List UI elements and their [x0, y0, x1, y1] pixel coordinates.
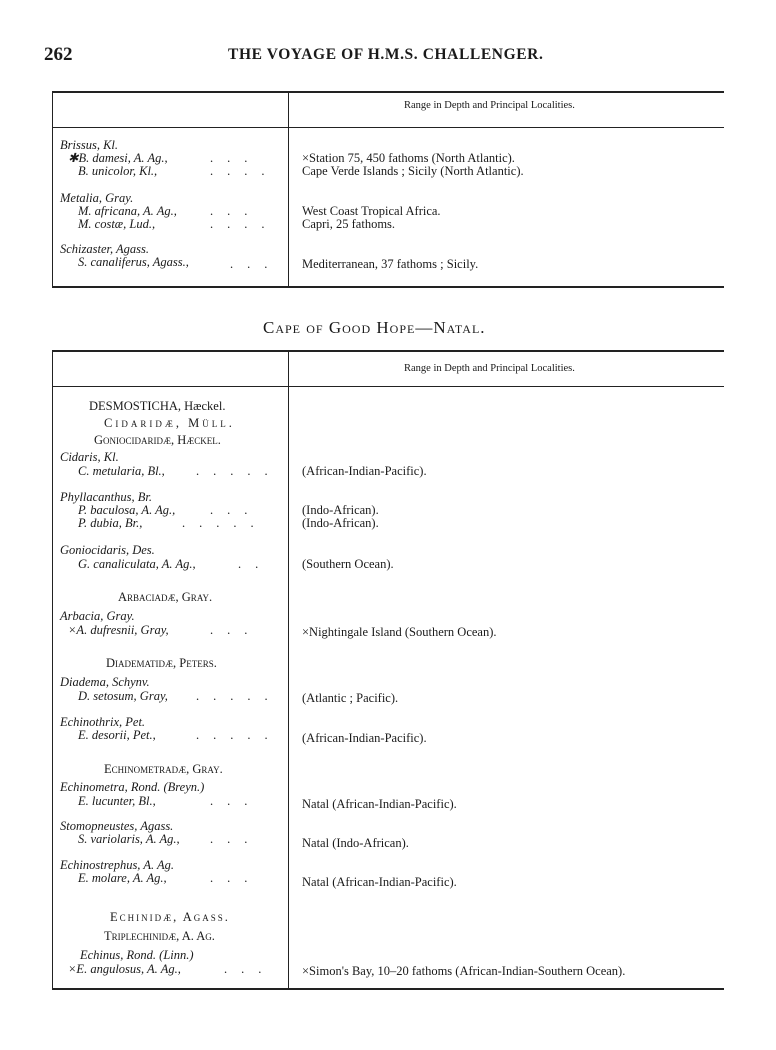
genus-echinostrephus: Echinostrephus, A. Ag.: [60, 858, 175, 872]
page-header: [0, 44, 776, 68]
species-p-baculosa: P. baculosa, A. Ag.,: [78, 503, 176, 517]
genus-metalia: Metalia, Gray.: [60, 191, 134, 205]
table-1-header-rule: [52, 127, 724, 128]
genus-phyllacanthus: Phyllacanthus, Br.: [60, 490, 153, 504]
species-e-lucunter: E. lucunter, Bl.,: [78, 794, 156, 808]
family-diadematidae: Diadematidæ, Peters.: [106, 656, 217, 670]
genus-echinometra: Echinometra, Rond. (Breyn.): [60, 780, 205, 794]
subfamily-triplechinidae: Triplechinidæ, A. Ag.: [104, 929, 215, 943]
locality-b-damesi: ×Station 75, 450 fathoms (North Atlantic).: [302, 151, 515, 165]
family-echinometradae: Echinometradæ, Gray.: [104, 762, 223, 776]
locality-e-lucunter: Natal (African-Indian-Pacific).: [302, 797, 457, 811]
locality-s-variolaris: Natal (Indo-African).: [302, 836, 409, 850]
locality-c-metularia: (African-Indian-Pacific).: [302, 464, 427, 478]
order-desmosticha: DESMOSTICHA, Hæckel.: [89, 399, 226, 413]
leader-dots: .....: [182, 516, 268, 530]
family-cidaridae: Cidaridæ, Müll.: [104, 416, 235, 430]
table-1-bottom-rule: [52, 286, 724, 288]
table-2-bottom-rule: [52, 988, 724, 990]
locality-e-angulosus: ×Simon's Bay, 10–20 fathoms (African-Indian-Southern Ocean).: [302, 964, 626, 978]
species-p-dubia: P. dubia, Br.,: [78, 516, 143, 530]
species-s-variolaris: S. variolaris, A. Ag.,: [78, 832, 180, 846]
locality-b-unicolor: Cape Verde Islands ; Sicily (North Atlantic).: [302, 164, 524, 178]
subfamily-goniocidaridae: Goniocidaridæ, Hæckel.: [94, 433, 221, 447]
genus-diadema: Diadema, Schynv.: [60, 675, 150, 689]
section-title: Cape of Good Hope—Natal.: [263, 318, 486, 337]
leader-dots: ...: [210, 204, 262, 218]
leader-dots: ....: [210, 217, 279, 231]
species-e-molare: E. molare, A. Ag.,: [78, 871, 167, 885]
genus-cidaris: Cidaris, Kl.: [60, 450, 119, 464]
table-1-column-divider: [288, 91, 289, 286]
leader-dots: ...: [210, 794, 262, 808]
leader-dots: ...: [224, 962, 276, 976]
leader-dots: ..: [238, 557, 273, 571]
genus-brissus: Brissus, Kl.: [60, 138, 119, 152]
family-echinidae: Echinidæ, Agass.: [110, 910, 230, 924]
page-number: 262: [44, 44, 73, 65]
table-2-left-border: [52, 350, 53, 988]
genus-arbacia: Arbacia, Gray.: [60, 609, 135, 623]
species-b-unicolor: B. unicolor, Kl.,: [78, 164, 158, 178]
family-arbaciadae: Arbaciadæ, Gray.: [118, 590, 213, 604]
locality-d-setosum: (Atlantic ; Pacific).: [302, 691, 399, 705]
species-e-angulosus: ×E. angulosus, A. Ag.,: [68, 962, 181, 976]
species-b-damesi: ✱B. damesi, A. Ag.,: [68, 151, 168, 165]
genus-echinothrix: Echinothrix, Pet.: [60, 715, 146, 729]
leader-dots: .....: [196, 728, 282, 742]
leader-dots: ...: [210, 832, 262, 846]
locality-p-dubia: (Indo-African).: [302, 516, 379, 530]
locality-a-dufresnii: ×Nightingale Island (Southern Ocean).: [302, 625, 497, 639]
running-title: THE VOYAGE OF H.M.S. CHALLENGER.: [228, 46, 544, 63]
species-g-canaliculata: G. canaliculata, A. Ag.,: [78, 557, 196, 571]
genus-stomopneustes: Stomopneustes, Agass.: [60, 819, 174, 833]
species-e-desorii: E. desorii, Pet.,: [78, 728, 156, 742]
species-d-setosum: D. setosum, Gray,: [78, 689, 168, 703]
leader-dots: ....: [210, 164, 279, 178]
table-1-left-border: [52, 91, 53, 286]
table-2-column-divider: [288, 350, 289, 988]
leader-dots: ...: [210, 623, 262, 637]
locality-m-africana: West Coast Tropical Africa.: [302, 204, 441, 218]
locality-p-baculosa: (Indo-African).: [302, 503, 379, 517]
species-c-metularia: C. metularia, Bl.,: [78, 464, 165, 478]
species-m-africana: M. africana, A. Ag.,: [78, 204, 177, 218]
genus-schizaster: Schizaster, Agass.: [60, 242, 150, 256]
species-s-canaliferus: S. canaliferus, Agass.,: [78, 255, 189, 269]
genus-goniocidaris: Goniocidaris, Des.: [60, 543, 155, 557]
species-m-costae: M. costæ, Lud.,: [78, 217, 156, 231]
table-1-column-header: Range in Depth and Principal Localities.: [404, 100, 575, 111]
locality-g-canaliculata: (Southern Ocean).: [302, 557, 394, 571]
leader-dots: ...: [230, 257, 282, 271]
leader-dots: .....: [196, 464, 282, 478]
locality-s-canaliferus: Mediterranean, 37 fathoms ; Sicily.: [302, 257, 479, 271]
locality-m-costae: Capri, 25 fathoms.: [302, 217, 396, 231]
leader-dots: ...: [210, 871, 262, 885]
species-a-dufresnii: ×A. dufresnii, Gray,: [68, 623, 169, 637]
table-2-header-rule: [52, 386, 724, 387]
leader-dots: ...: [210, 503, 262, 517]
leader-dots: .....: [196, 689, 282, 703]
table-1-top-rule: [52, 91, 724, 93]
leader-dots: ...: [210, 151, 262, 165]
genus-echinus: Echinus, Rond. (Linn.): [80, 948, 194, 962]
table-2-top-rule: [52, 350, 724, 352]
table-2-column-header: Range in Depth and Principal Localities.: [404, 363, 575, 374]
locality-e-molare: Natal (African-Indian-Pacific).: [302, 875, 457, 889]
locality-e-desorii: (African-Indian-Pacific).: [302, 731, 427, 745]
